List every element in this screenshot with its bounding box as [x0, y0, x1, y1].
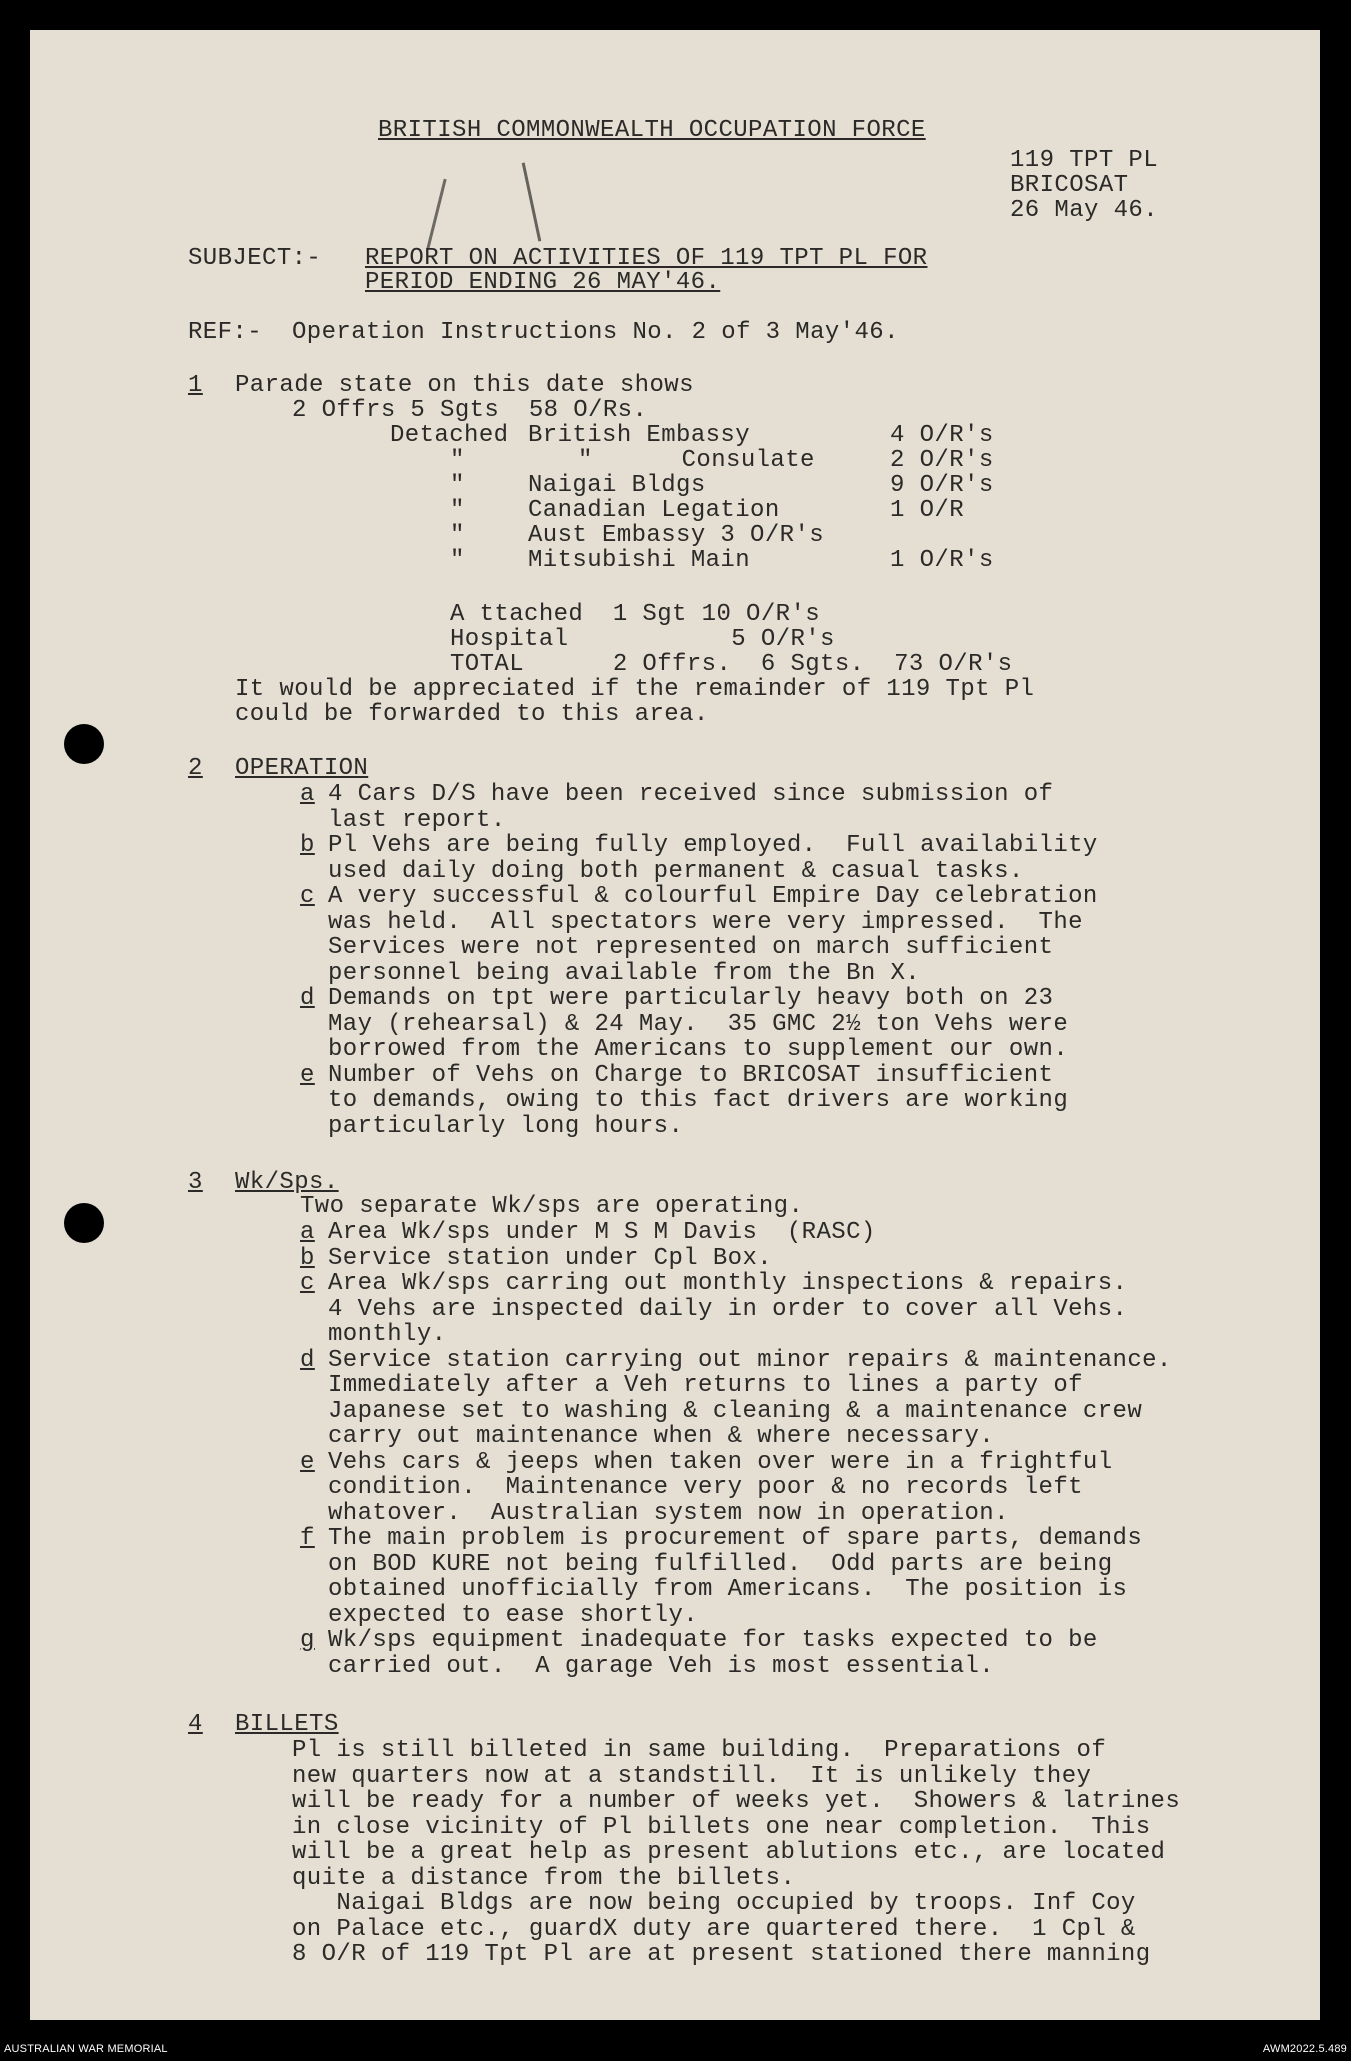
- attached-line: A ttached 1 Sgt 10 O/R's: [450, 601, 821, 628]
- section-heading: BILLETS: [235, 1711, 339, 1738]
- paragraph-line: 8 O/R of 119 Tpt Pl are at present stationed there manning: [292, 1941, 1151, 1968]
- paragraph-line: on Palace etc., guardX duty are quartered there. 1 Cpl &: [292, 1915, 1136, 1943]
- item-letter: f: [300, 1525, 315, 1552]
- item-line: obtained unofficially from Americans. The position is: [328, 1576, 1128, 1603]
- paragraph-line: could be forwarded to this area.: [235, 701, 709, 728]
- item-line: 4 Cars D/S have been received since submission of: [328, 781, 1054, 808]
- detached-count: 4 O/R's: [890, 422, 994, 449]
- unit-designation: 119 TPT PL: [1010, 147, 1159, 174]
- paragraph-line: in close vicinity of Pl billets one near completion. This: [292, 1813, 1151, 1841]
- detached-prefix: ": [450, 497, 465, 524]
- item-letter: e: [300, 1448, 315, 1476]
- section-heading: Wk/Sps.: [235, 1169, 339, 1196]
- detached-prefix: ": [450, 447, 465, 474]
- section-number: 4: [188, 1711, 203, 1738]
- item-line: Immediately after a Veh returns to lines a party of: [328, 1372, 1083, 1399]
- hospital-line: Hospital 5 O/R's: [450, 626, 835, 653]
- total-line: TOTAL 2 Offrs. 6 Sgts. 73 O/R's: [450, 651, 1013, 678]
- item-line: was held. All spectators were very impressed. The: [328, 908, 1083, 936]
- item-line: borrowed from the Americans to supplement our own.: [328, 1036, 1069, 1063]
- item-line: carried out. A garage Veh is most essential.: [328, 1652, 995, 1680]
- item-line: The main problem is procurement of spare parts, demands: [328, 1525, 1143, 1552]
- item-letter: a: [300, 1219, 315, 1246]
- document-date: 26 May 46.: [1010, 197, 1159, 224]
- item-line: Japanese set to washing & cleaning & a maintenance crew: [328, 1397, 1143, 1425]
- item-line: Service station carrying out minor repairs & maintenance.: [328, 1346, 1172, 1374]
- item-letter: c: [300, 1270, 315, 1297]
- detached-name: " Consulate: [578, 447, 815, 474]
- item-line: May (rehearsal) & 24 May. 35 GMC 2½ ton Vehs were: [328, 1010, 1069, 1038]
- document-page: [30, 30, 1320, 2020]
- ref-text: Operation Instructions No. 2 of 3 May'46.: [292, 319, 899, 346]
- paragraph-line: quite a distance from the billets.: [292, 1864, 796, 1892]
- item-letter: c: [300, 883, 315, 910]
- item-line: Area Wk/sps under M S M Davis (RASC): [328, 1219, 876, 1246]
- paragraph-line: Naigai Bldgs are now being occupied by troops. Inf Coy: [292, 1890, 1136, 1917]
- punch-hole: [64, 724, 104, 764]
- footer-right: AWM2022.5.489: [1262, 2043, 1347, 2055]
- paragraph-line: Parade state on this date shows: [235, 372, 694, 399]
- detached-name: Canadian Legation: [528, 497, 780, 524]
- detached-name: British Embassy: [528, 422, 751, 449]
- item-letter: d: [300, 985, 315, 1012]
- paragraph-line: Pl is still billeted in same building. Preparations of: [292, 1737, 1107, 1764]
- subject-line: PERIOD ENDING 26 MAY'46.: [365, 269, 721, 296]
- detached-name: Mitsubishi Main: [528, 547, 751, 574]
- detached-count: 9 O/R's: [890, 472, 994, 499]
- detached-prefix: ": [450, 522, 465, 549]
- item-line: Vehs cars & jeeps when taken over were in a frightful: [328, 1448, 1113, 1476]
- item-line: whatover. Australian system now in operation.: [328, 1499, 1009, 1527]
- punch-hole: [64, 1203, 104, 1243]
- subject-line: REPORT ON ACTIVITIES OF 119 TPT PL FOR: [365, 245, 928, 272]
- item-line: on BOD KURE not being fulfilled. Odd parts are being: [328, 1550, 1113, 1578]
- item-line: personnel being available from the Bn X.: [328, 959, 921, 987]
- item-letter: b: [300, 1244, 315, 1272]
- item-line: Pl Vehs are being fully employed. Full availability: [328, 832, 1098, 859]
- paragraph-line: It would be appreciated if the remainder of 119 Tpt Pl: [235, 676, 1035, 703]
- item-letter: b: [300, 832, 315, 859]
- paragraph-line: will be a great help as present ablutions etc., are located: [292, 1839, 1166, 1866]
- item-line: Demands on tpt were particularly heavy both on 23: [328, 985, 1054, 1012]
- pen-mark: [426, 179, 446, 250]
- item-line: expected to ease shortly.: [328, 1601, 699, 1629]
- item-letter: e: [300, 1061, 315, 1089]
- item-line: Services were not represented on march sufficient: [328, 934, 1054, 961]
- paragraph-line: new quarters now at a standstill. It is unlikely they: [292, 1762, 1092, 1790]
- item-line: condition. Maintenance very poor & no records left: [328, 1474, 1083, 1501]
- footer-left: AUSTRALIAN WAR MEMORIAL: [4, 2043, 168, 2055]
- detached-name: Naigai Bldgs: [528, 472, 706, 499]
- item-letter: g: [300, 1627, 315, 1654]
- paragraph-line: will be ready for a number of weeks yet. Showers & latrines: [292, 1788, 1181, 1815]
- item-line: monthly.: [328, 1321, 447, 1348]
- item-line: to demands, owing to this fact drivers are working: [328, 1087, 1069, 1114]
- detached-name: Aust Embassy 3 O/R's: [528, 522, 825, 549]
- item-line: 4 Vehs are inspected daily in order to cover all Vehs.: [328, 1295, 1128, 1323]
- section-number: 2: [188, 755, 203, 782]
- item-line: Area Wk/sps carring out monthly inspections & repairs.: [328, 1270, 1128, 1297]
- item-line: Wk/sps equipment inadequate for tasks expected to be: [328, 1627, 1098, 1654]
- subject-label: SUBJECT:-: [188, 245, 322, 272]
- detached-prefix: Detached: [390, 422, 509, 449]
- item-line: carry out maintenance when & where necessary.: [328, 1423, 995, 1450]
- item-line: Number of Vehs on Charge to BRICOSAT insufficient: [328, 1061, 1054, 1089]
- detached-prefix: ": [450, 547, 465, 574]
- section-number: 3: [188, 1169, 203, 1196]
- item-line: used daily doing both permanent & casual tasks.: [328, 857, 1024, 885]
- item-line: A very successful & colourful Empire Day celebration: [328, 883, 1098, 910]
- detached-count: 1 O/R's: [890, 547, 994, 574]
- item-line: last report.: [328, 806, 506, 834]
- item-letter: d: [300, 1346, 315, 1374]
- item-letter: a: [300, 781, 315, 808]
- ref-label: REF:-: [188, 319, 263, 346]
- section-number: 1: [188, 372, 203, 399]
- detached-count: 1 O/R: [890, 497, 965, 524]
- section-heading: OPERATION: [235, 755, 369, 782]
- item-line: particularly long hours.: [328, 1112, 684, 1140]
- detached-prefix: ": [450, 472, 465, 499]
- item-line: Service station under Cpl Box.: [328, 1244, 773, 1272]
- paragraph-line: Two separate Wk/sps are operating.: [300, 1193, 804, 1220]
- location: BRICOSAT: [1010, 172, 1129, 199]
- paragraph-line: 2 Offrs 5 Sgts 58 O/Rs.: [292, 397, 648, 424]
- pen-mark: [522, 163, 542, 242]
- detached-count: 2 O/R's: [890, 447, 994, 474]
- document-title: BRITISH COMMONWEALTH OCCUPATION FORCE: [378, 117, 926, 144]
